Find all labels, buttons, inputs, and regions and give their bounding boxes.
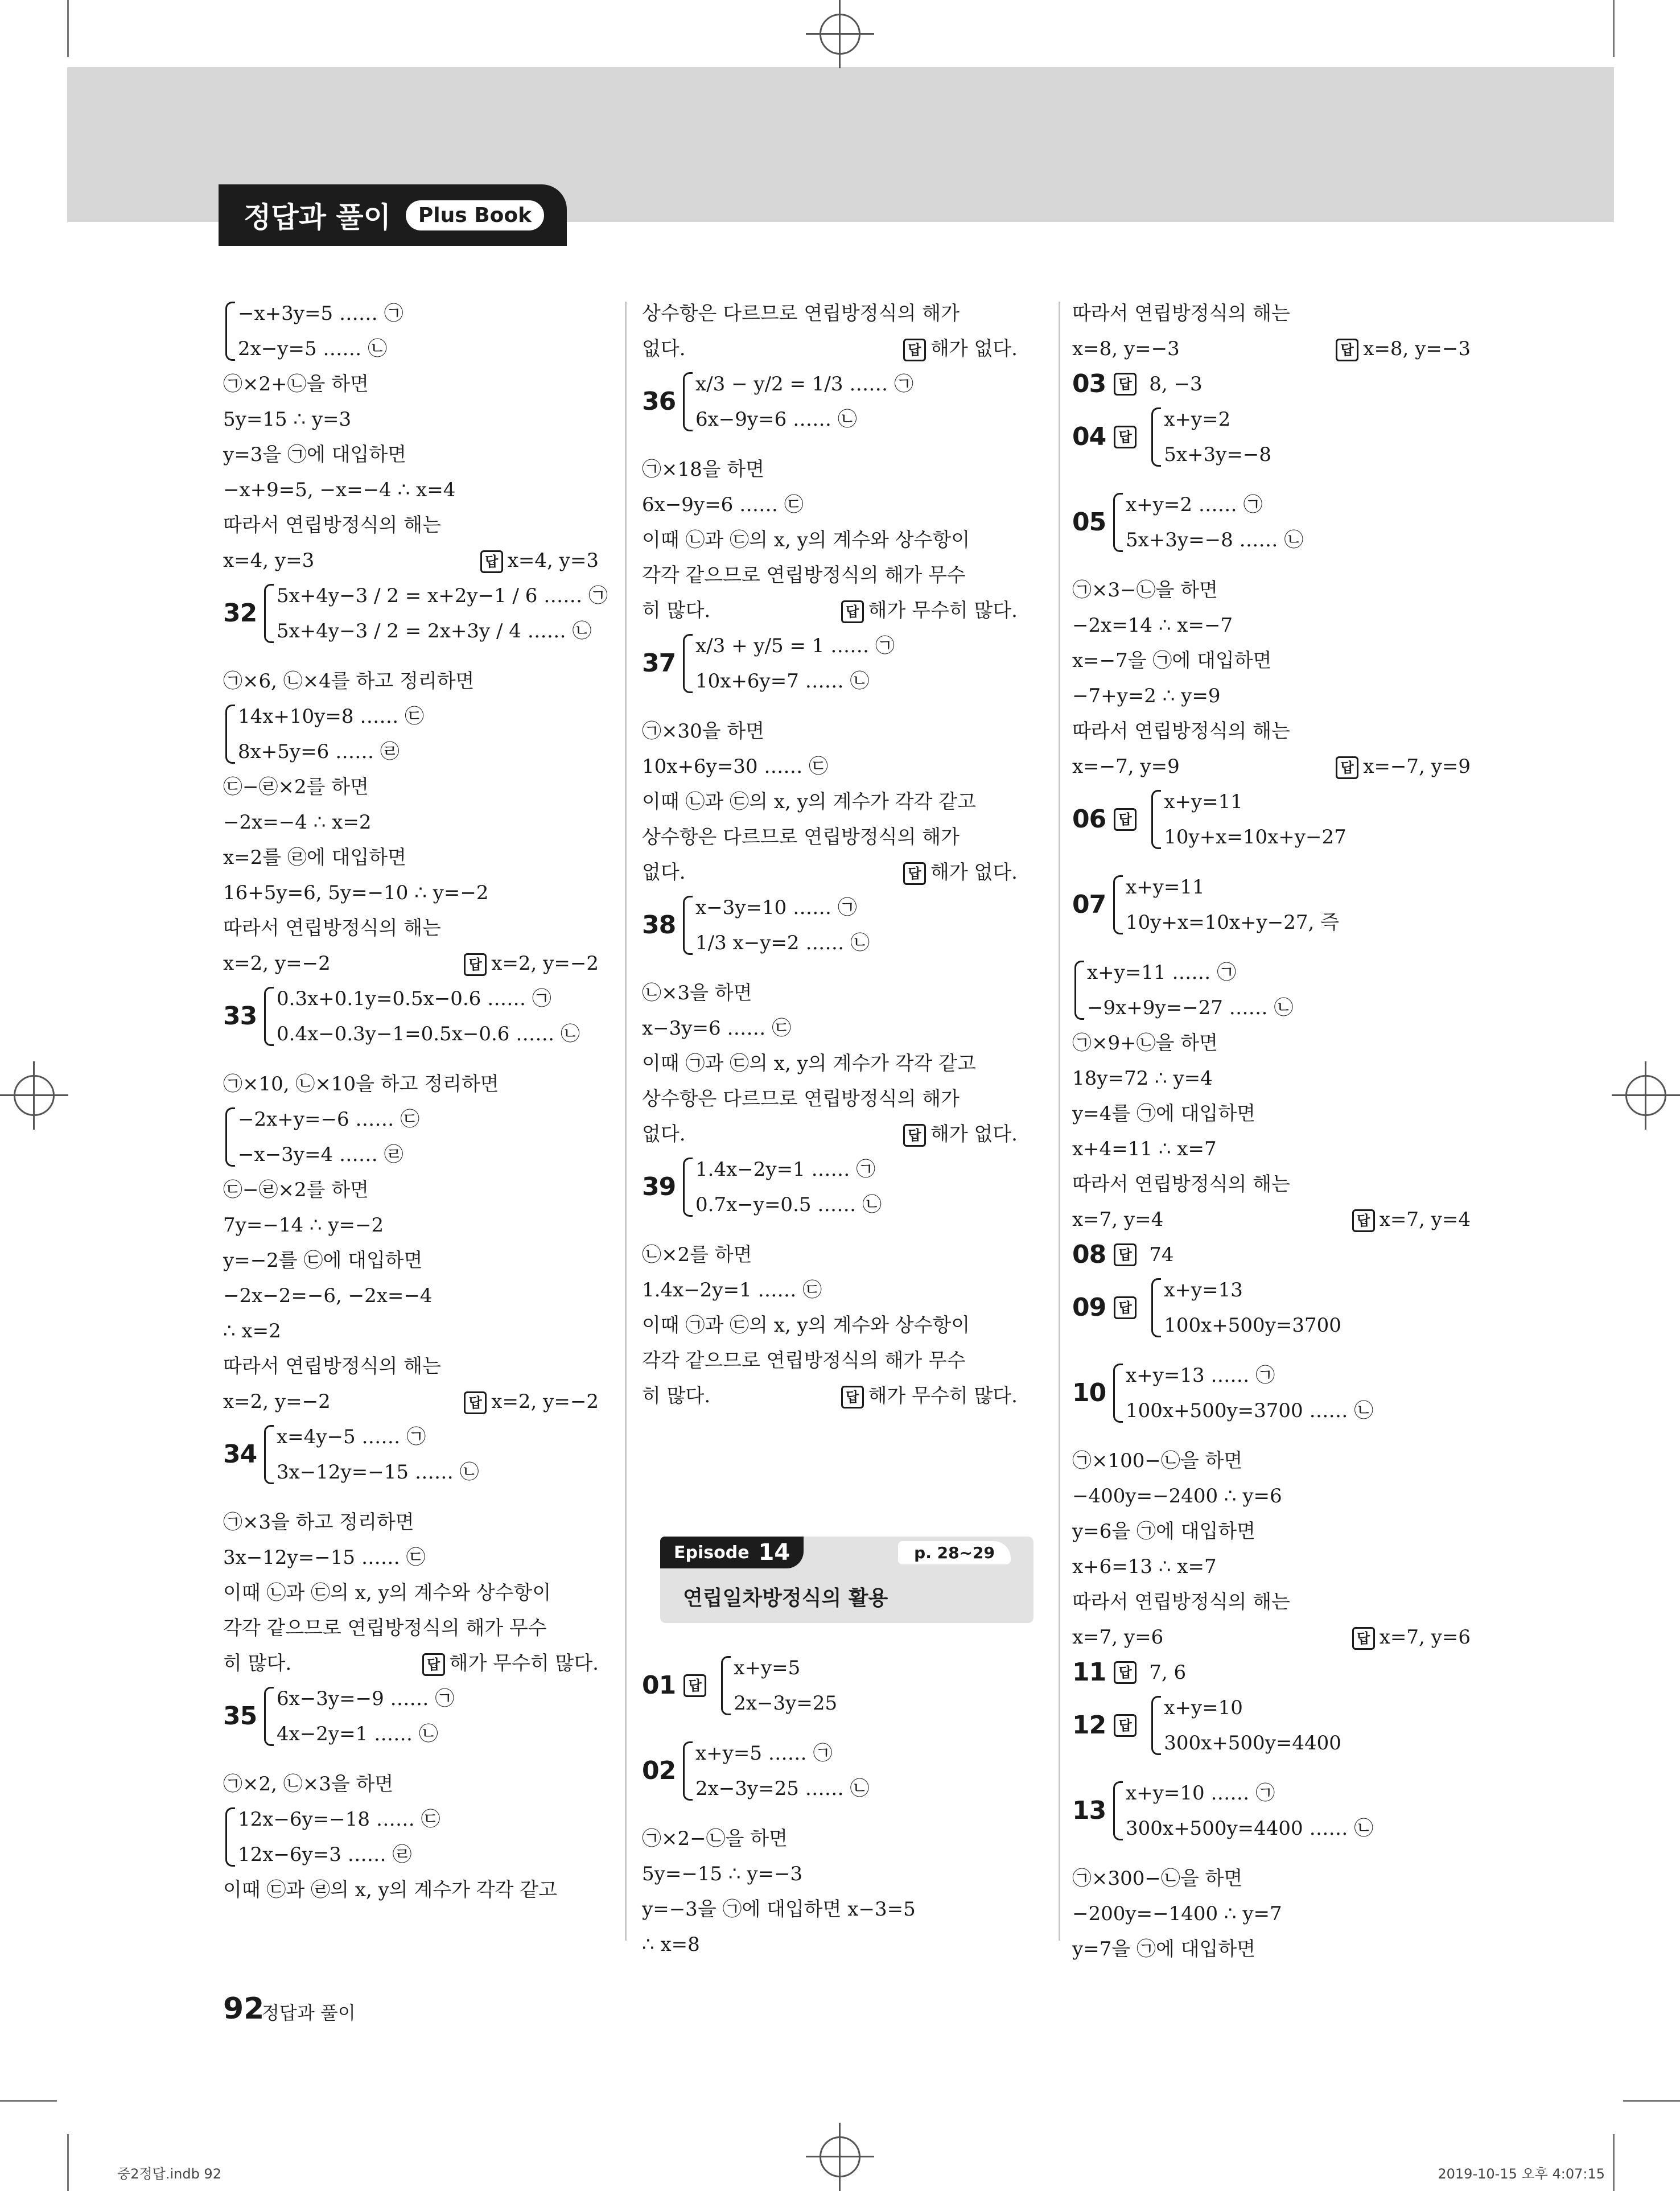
answer-final [1336,749,1471,784]
solution-line: 이때 ㉢과 ㉣의 x, y의 계수가 각각 같고 [223,1879,557,1901]
equation-line: x−3y=10 …… ㉠ [695,896,857,919]
solution-line: x=2를 ㉣에 대입하면 [223,846,406,869]
answer-line [1072,331,1471,366]
equation-line: 0.3x+0.1y=0.5x−0.6 …… ㉠ [277,987,551,1010]
answer-mark-icon: 답 [903,339,926,361]
equation-line: 5x+3y=−8 [1164,443,1271,466]
answer-value: 해가 없다. [930,337,1018,360]
equation-line: x+y=5 [734,1657,801,1679]
answer-mark-icon: 답 [1114,1296,1137,1319]
solution-line: 7y=−14 ∴ y=−2 [223,1214,384,1237]
answer-work: 없다. [642,337,686,360]
answer-mark-icon: 답 [1114,1243,1137,1266]
equation-system [1111,1358,1471,1428]
equation-system [681,1736,1018,1806]
answer-work: x=−7, y=9 [1072,755,1180,778]
solution-line: 이때 ㉡과 ㉢의 x, y의 계수와 상수항이 [642,529,970,551]
solution-line: ㉡×3을 하면 [642,982,752,1004]
problem-number: 12 [1072,1711,1106,1740]
solution-line: ∴ x=2 [223,1320,281,1342]
solution-line: ㉠×300−㉡을 하면 [1072,1867,1243,1890]
solution-line: 따라서 연립방정식의 해는 [223,1355,441,1378]
equation-system [223,699,599,769]
page-number: 92 [223,1992,265,2026]
problem-number: 37 [642,649,676,678]
solution-line: y=7을 ㉠에 대입하면 [1072,1938,1256,1961]
answer-work: x=8, y=−3 [1072,337,1180,360]
registration-mark-right [1612,1061,1680,1130]
episode-number: 14 [758,1539,790,1566]
answer-mark-icon: 답 [903,1124,926,1147]
answer-line [1072,1620,1471,1655]
equation-line: −x−3y=4 …… ㉣ [238,1143,403,1166]
answer-final [903,1117,1018,1152]
answer-value: x=4, y=3 [507,549,599,572]
equation-line: 5x+3y=−8 …… ㉡ [1126,529,1304,551]
solution-line: 6x−9y=6 …… ㉢ [642,493,804,516]
equation-line: 8x+5y=6 …… ㉣ [238,740,400,763]
solution-line: ㉠×18을 하면 [642,458,765,481]
solution-line: ㉢−㉣×2를 하면 [223,776,369,798]
answer-mark-icon: 답 [1114,808,1137,831]
answer-final [464,1384,599,1419]
solution-line: ㉡×2를 하면 [642,1243,752,1266]
solution-line: 따라서 연립방정식의 해는 [1072,1173,1290,1196]
solution-line: 18y=72 ∴ y=4 [1072,1067,1213,1090]
equation-line: 14x+10y=8 …… ㉢ [238,705,425,728]
answer-mark-icon: 답 [464,953,487,976]
solution-line: 따라서 연립방정식의 해는 [223,917,441,940]
trim-mark [1623,2100,1680,2102]
equation-system [681,628,1018,699]
equation-line: 100x+500y=3700 …… ㉡ [1126,1399,1374,1422]
answer-value: 해가 무수히 많다. [449,1652,599,1675]
equation-system [262,1419,599,1490]
solution-line: 5y=15 ∴ y=3 [223,408,352,431]
answer-mark-icon: 답 [1352,1209,1375,1232]
equation-line: 6x−9y=6 …… ㉡ [695,408,857,431]
answer-item [1072,1272,1471,1343]
answer-mark-icon: 답 [464,1391,487,1414]
section-title: 정답과 풀이 [244,201,391,234]
equation-line: 2x−3y=25 [734,1692,838,1715]
equation-line: 2x−3y=25 …… ㉡ [695,1777,870,1800]
equation-line: 10y+x=10x+y−27 [1164,826,1347,849]
answer-line [642,1378,1018,1414]
equation-system [262,1681,599,1752]
problem-number: 34 [223,1440,257,1469]
problem-item [642,890,1018,961]
problem-item [1072,487,1471,558]
solution-line: 따라서 연립방정식의 해는 [223,514,441,537]
column-2 [642,296,1018,1414]
equation-system [719,1650,837,1721]
solution-line: y=4를 ㉠에 대입하면 [1072,1102,1256,1125]
problem-item [642,628,1018,699]
column-3 [1072,296,1471,1967]
answer-value: x=8, y=−3 [1363,337,1471,360]
equation-system [223,1102,599,1172]
answer-mark-icon: 답 [1352,1627,1375,1650]
answer-mark-icon: 답 [841,600,864,623]
solution-line: ㉠×9+㉡을 하면 [1072,1032,1218,1055]
solution-line: 따라서 연립방정식의 해는 [1072,1591,1290,1613]
solution-line: ㉠×10, ㉡×10을 하고 정리하면 [223,1073,499,1096]
equation-line: 4x−2y=1 …… ㉡ [277,1723,438,1745]
equation-line: 3x−12y=−15 …… ㉡ [277,1461,479,1484]
problem-number: 38 [642,911,676,940]
answer-mark-icon: 답 [903,862,926,885]
answer-final [1352,1620,1471,1655]
equation-system [1072,955,1471,1026]
answer-item [1072,1655,1471,1690]
equation-system [1111,487,1471,558]
answer-line [642,855,1018,890]
answer-final [1336,331,1471,366]
equation-line: 0.4x−0.3y−1=0.5x−0.6 …… ㉡ [277,1023,580,1045]
trim-mark [67,0,69,57]
problem-item [1072,1776,1471,1846]
solution-line: 각각 같으므로 연립방정식의 해가 무수 [223,1617,547,1640]
answer-final [422,1646,599,1681]
answer-item [1072,366,1471,402]
solution-line: 각각 같으므로 연립방정식의 해가 무수 [642,1349,966,1372]
problem-item [642,1152,1018,1222]
equation-line: 1.4x−2y=1 …… ㉠ [695,1158,876,1181]
equation-system [1111,1776,1471,1846]
answer-mark-icon: 답 [1114,1714,1137,1737]
answer-value: 해가 없다. [930,861,1018,884]
solution-line: −200y=−1400 ∴ y=7 [1072,1902,1282,1925]
problem-number: 04 [1072,422,1106,451]
answer-final [464,946,599,981]
equation-system [223,296,599,366]
equation-line: x=4y−5 …… ㉠ [277,1426,426,1448]
solution-line: −2x−2=−6, −2x=−4 [223,1284,433,1307]
problem-number: 03 [1072,369,1106,398]
problem-number: 09 [1072,1293,1106,1322]
equation-line: −2x+y=−6 …… ㉢ [238,1108,420,1131]
equation-line: 0.7x−y=0.5 …… ㉡ [695,1193,882,1216]
episode-word: Episode [674,1542,750,1563]
problem-number: 32 [223,599,257,628]
answer-final [480,543,599,578]
solution-line: ㉠×6, ㉡×4를 하고 정리하면 [223,670,475,693]
trim-mark [67,2134,69,2191]
equation-system [681,890,1018,961]
equation-system [262,981,599,1052]
answer-work: x=7, y=6 [1072,1626,1164,1649]
equation-system [223,1802,599,1872]
answer-mark-icon: 답 [683,1674,706,1697]
equation-line: x/3 + y/5 = 1 …… ㉠ [695,635,895,657]
solution-line: x−3y=6 …… ㉢ [642,1017,792,1040]
equation-line: 300x+500y=4400 [1164,1732,1341,1755]
solution-line: 각각 같으므로 연립방정식의 해가 무수 [642,564,966,587]
equation-line: 6x−3y=−9 …… ㉠ [277,1687,455,1710]
equation-line: −9x+9y=−27 …… ㉡ [1087,996,1294,1019]
solution-line: −2x=−4 ∴ x=2 [223,811,372,834]
solution-line: 이때 ㉠과 ㉢의 x, y의 계수가 각각 같고 [642,1052,976,1075]
answer-mark-icon: 답 [1336,756,1358,779]
solution-line: x+6=13 ∴ x=7 [1072,1555,1217,1578]
answer-mark-icon: 답 [1114,426,1137,448]
answer-line [642,1117,1018,1152]
answer-line [223,1384,599,1419]
equation-line: x+y=13 [1164,1279,1243,1302]
equation-line: x+y=2 [1164,408,1231,431]
answer-value: x=2, y=−2 [491,952,599,975]
equation-line: 300x+500y=4400 …… ㉡ [1126,1817,1374,1840]
equation-line: −x+3y=5 …… ㉠ [238,302,403,325]
equation-line: 12x−6y=−18 …… ㉢ [238,1808,440,1831]
equation-line: 2x−y=5 …… ㉡ [238,337,388,360]
footer-label: 정답과 풀이 [262,2002,356,2024]
answer-final [841,593,1018,628]
equation-line: 12x−6y=3 …… ㉣ [238,1843,412,1866]
problem-item [223,981,599,1052]
answer-work: x=2, y=−2 [223,1390,331,1413]
answer-value: 해가 무수히 많다. [868,1385,1018,1407]
trim-mark [0,2100,57,2102]
solution-line: 따라서 연립방정식의 해는 [1072,302,1290,325]
answer-mark-icon: 답 [841,1386,864,1408]
answer-line [223,543,599,578]
equation-line: x+y=5 …… ㉠ [695,1742,833,1765]
problem-number: 05 [1072,508,1106,537]
solution-line: 이때 ㉠과 ㉢의 x, y의 계수와 상수항이 [642,1314,970,1337]
equation-line: x+y=10 …… ㉠ [1126,1782,1275,1805]
problem-number: 13 [1072,1796,1106,1825]
answer-mark-icon: 답 [1114,1661,1137,1684]
solution-line: 이때 ㉡과 ㉢의 x, y의 계수와 상수항이 [223,1582,551,1604]
equation-system [681,1152,1018,1222]
problem-item [1072,870,1471,940]
solution-line: 5y=−15 ∴ y=−3 [642,1863,803,1885]
answer-work: 없다. [642,1123,686,1146]
solution-line: y=−2를 ㉢에 대입하면 [223,1249,423,1272]
registration-mark-top [806,0,874,68]
answer-final [841,1378,1018,1414]
answer-line [223,946,599,981]
solution-line: ㉠×30을 하면 [642,720,765,743]
answer-final [1352,1202,1471,1237]
answer-work: x=7, y=4 [1072,1208,1164,1231]
answer-work: x=2, y=−2 [223,952,331,975]
answer-final [903,331,1018,366]
answer-item [1072,1690,1471,1761]
problem-number: 08 [1072,1240,1106,1269]
equation-line: x+y=10 [1164,1696,1243,1719]
answer-value: 74 [1149,1243,1174,1266]
episode-label [660,1537,804,1568]
answer-value: 해가 없다. [930,1123,1018,1146]
answer-work: x=4, y=3 [223,549,315,572]
solution-line: x=−7을 ㉠에 대입하면 [1072,649,1272,672]
solution-line: ∴ x=8 [642,1933,700,1956]
column-divider [1059,302,1060,1941]
answer-line [642,331,1018,366]
equation-line: 100x+500y=3700 [1164,1314,1341,1337]
equation-system [1149,402,1271,472]
answer-mark-icon: 답 [422,1653,445,1676]
solution-line: 상수항은 다르므로 연립방정식의 해가 [642,826,960,849]
equation-line: 5x+4y−3 / 2 = 2x+3y / 4 …… ㉡ [277,620,592,643]
solution-line: ㉠×2+㉡을 하면 [223,373,369,396]
solution-line: −400y=−2400 ∴ y=6 [1072,1485,1282,1508]
solution-line: −7+y=2 ∴ y=9 [1072,685,1221,707]
solution-line: y=6을 ㉠에 대입하면 [1072,1520,1256,1543]
solution-line: ㉠×100−㉡을 하면 [1072,1449,1243,1472]
answer-value: 7, 6 [1149,1661,1187,1684]
solution-line: 3x−12y=−15 …… ㉢ [223,1546,426,1569]
answer-work: 히 많다. [642,1385,711,1407]
equation-system [1149,1690,1341,1761]
equation-line: x+y=11 [1126,876,1205,899]
answer-item [1072,784,1471,855]
solution-line: 상수항은 다르므로 연립방정식의 해가 [642,302,960,325]
equation-line: 1/3 x−y=2 …… ㉡ [695,932,870,954]
equation-line: 10x+6y=7 …… ㉡ [695,670,870,693]
answer-value: x=−7, y=9 [1363,755,1471,778]
equation-system [681,366,1018,437]
problem-number: 39 [642,1172,676,1201]
equation-line: 5x+4y−3 / 2 = x+2y−1 / 6 …… ㉠ [277,584,608,607]
trim-mark [1613,0,1615,57]
solution-line: 1.4x−2y=1 …… ㉢ [642,1279,822,1302]
column-divider [625,302,627,1941]
answer-value: x=2, y=−2 [491,1390,599,1413]
answer-mark-icon: 답 [1114,373,1137,396]
solution-line: 10x+6y=30 …… ㉢ [642,755,829,778]
problem-number: 36 [642,387,676,416]
solution-line: 상수항은 다르므로 연립방정식의 해가 [642,1088,960,1110]
problem-item [223,1681,599,1752]
equation-system [262,578,608,649]
equation-system [1149,1272,1341,1343]
problem-number: 02 [642,1756,676,1785]
answer-line [223,1646,599,1681]
problem-number: 01 [642,1671,676,1700]
section-header [219,184,567,246]
problem-item [1072,1358,1471,1428]
print-slug-time: 2019-10-15 오후 4:07:15 [1438,2166,1605,2182]
answer-line [1072,1202,1471,1237]
plus-book-badge: Plus Book [406,200,544,230]
answer-work: 히 많다. [642,599,711,622]
solution-line: ㉠×2, ㉡×3을 하면 [223,1773,394,1795]
problem-number: 07 [1072,890,1106,919]
problem-item [223,578,608,649]
solution-line: x+4=11 ∴ x=7 [1072,1138,1217,1160]
solution-line: ㉢−㉣×2를 하면 [223,1179,369,1201]
registration-mark-bottom [806,2123,874,2191]
problem-number: 35 [223,1702,257,1731]
answer-work: 히 많다. [223,1652,292,1675]
trim-mark [1613,2134,1615,2191]
answer-value: x=7, y=4 [1379,1208,1471,1231]
answer-mark-icon: 답 [1336,339,1358,361]
answer-value: 8, −3 [1149,373,1203,396]
solution-line: −2x=14 ∴ x=−7 [1072,614,1233,637]
answer-final [903,855,1018,890]
answer-item [1072,402,1471,472]
equation-line: x+y=11 …… ㉠ [1087,961,1237,984]
problem-number: 33 [223,1002,257,1031]
answer-work: 없다. [642,861,686,884]
solution-line: ㉠×3을 하고 정리하면 [223,1511,414,1534]
episode-title: 연립일차방정식의 활용 [683,1587,888,1610]
equation-line: x+y=2 …… ㉠ [1126,493,1263,516]
answer-line [642,593,1018,628]
column-2-episode-answers [642,1650,1018,1962]
solution-line: y=3을 ㉠에 대입하면 [223,443,407,466]
equation-line: x+y=11 [1164,790,1243,813]
solution-line: 16+5y=6, 5y=−10 ∴ y=−2 [223,882,489,904]
answer-value: x=7, y=6 [1379,1626,1471,1649]
equation-system [1111,870,1471,940]
equation-line: 10y+x=10x+y−27, 즉 [1126,911,1339,934]
answer-item [1072,1237,1471,1272]
problem-number: 10 [1072,1378,1106,1407]
episode-box [660,1537,1033,1623]
answer-item [642,1650,1018,1721]
problem-number: 06 [1072,805,1106,834]
problem-number: 11 [1072,1658,1106,1687]
problem-item [223,1419,599,1490]
solution-line: ㉠×2−㉡을 하면 [642,1827,788,1850]
solution-line: 이때 ㉡과 ㉢의 x, y의 계수가 각각 같고 [642,790,976,813]
solution-line: y=−3을 ㉠에 대입하면 x−3=5 [642,1898,916,1921]
problem-item [642,1736,1018,1806]
problem-item [642,366,1018,437]
equation-line: x/3 − y/2 = 1/3 …… ㉠ [695,373,914,396]
print-slug-file: 중2정답.indb 92 [117,2166,221,2182]
solution-line: 따라서 연립방정식의 해는 [1072,720,1290,743]
answer-value: 해가 무수히 많다. [868,599,1018,622]
equation-system [1149,784,1347,855]
solution-line: −x+9=5, −x=−4 ∴ x=4 [223,479,456,501]
answer-line [1072,749,1471,784]
solution-line: ㉠×3−㉡을 하면 [1072,579,1218,602]
equation-line: x+y=13 …… ㉠ [1126,1364,1275,1387]
answer-mark-icon: 답 [480,550,503,573]
column-1 [223,296,608,1908]
registration-mark-left [0,1061,68,1130]
episode-pages: p. 28~29 [898,1541,1011,1564]
